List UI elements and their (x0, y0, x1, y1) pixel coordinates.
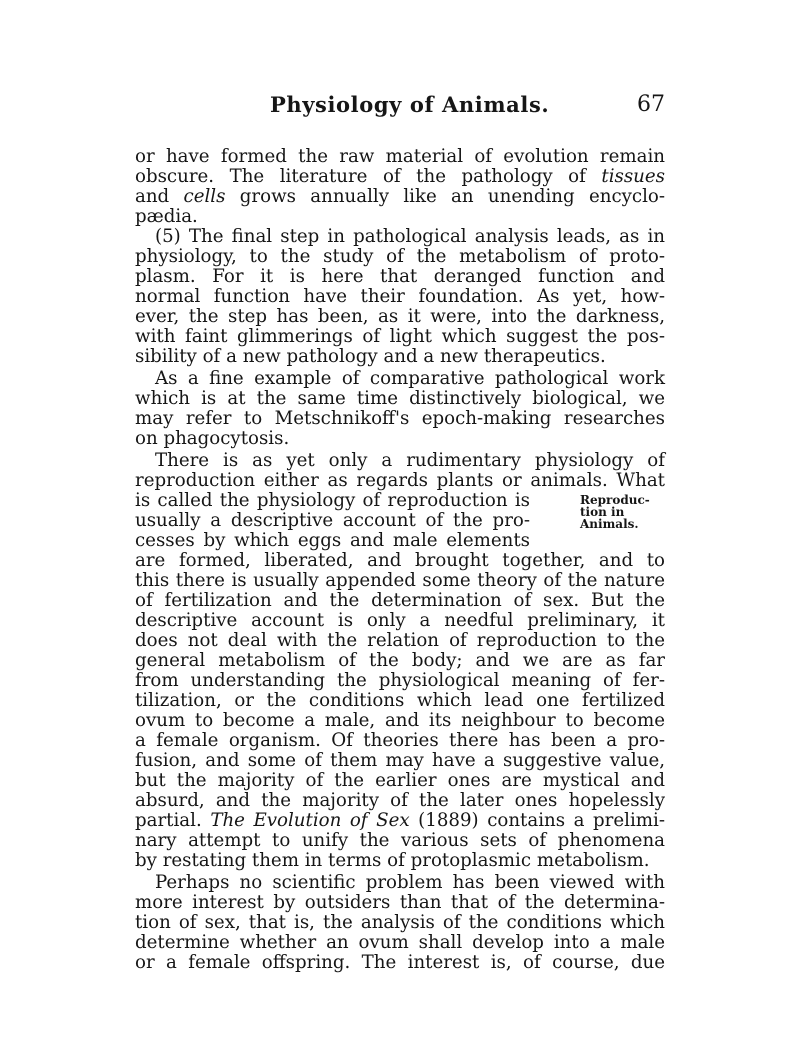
text-line: determine whether an ovum shall develop into a male (135, 932, 665, 953)
text-line: pædia. (135, 206, 198, 227)
italic-term: cells (183, 186, 226, 207)
text-line: There is as yet only a rudimentary physiology of (155, 450, 665, 471)
text-line: does not deal with the relation of reproduction to the (135, 630, 665, 651)
text-line: on phagocytosis. (135, 428, 290, 449)
text-line: with faint glimmerings of light which suggest the pos- (135, 326, 665, 347)
text-line: fusion, and some of them may have a suggestive value, (135, 750, 665, 771)
marginal-note-line: Reproduc- (580, 493, 650, 507)
text-line: general metabolism of the body; and we are as far (135, 650, 665, 671)
text-line: ever, the step has been, as it were, into the darkness, (135, 306, 665, 327)
text-line: plasm. For it is here that deranged function and (135, 266, 665, 287)
text-line: reproduction either as regards plants or animals. What (135, 470, 665, 491)
marginal-note (580, 494, 665, 530)
text-line: but the majority of the earlier ones are mystical and (135, 770, 665, 791)
text-line: which is at the same time distinctively biological, we (135, 388, 665, 409)
text-line: of fertilization and the determination of sex. But the (135, 590, 665, 611)
running-title: Physiology of Animals. (270, 92, 550, 117)
text-line: a female organism. Of theories there has been a pro- (135, 730, 665, 751)
text-line: physiology, to the study of the metabolism of proto- (135, 246, 665, 267)
text-line: are formed, liberated, and brought together, and to (135, 550, 665, 571)
text-line: tilization, or the conditions which lead one fertilized (135, 690, 665, 711)
text-line: partial. The Evolution of Sex (1889) contains a prelimi- (135, 810, 665, 831)
text-line: descriptive account is only a needful preliminary, it (135, 610, 665, 631)
text-line: by restating them in terms of protoplasmic metabolism. (135, 850, 650, 871)
text-line: or have formed the raw material of evolution remain (135, 146, 665, 167)
text-line: more interest by outsiders than that of the determina- (135, 892, 665, 913)
italic-term: tissues (601, 166, 665, 187)
text-line: (5) The final step in pathological analysis leads, as in (155, 226, 665, 247)
text-line: As a fine example of comparative pathological work (155, 368, 665, 389)
text-line: absurd, and the majority of the later ones hopelessly (135, 790, 665, 811)
text-line: this there is usually appended some theory of the nature (135, 570, 665, 591)
text-line: usually a descriptive account of the pro- (135, 510, 530, 531)
text-line: from understanding the physiological meaning of fer- (135, 670, 665, 691)
text-line: and cells grows annually like an unending encyclo- (135, 186, 665, 207)
text-line: normal function have their foundation. As yet, how- (135, 286, 665, 307)
book-title: The Evolution of Sex (210, 810, 410, 831)
text-line: cesses by which eggs and male elements (135, 530, 530, 551)
text-line: may refer to Metschnikoff's epoch-making researches (135, 408, 665, 429)
text-line: or a female offspring. The interest is, of course, due (135, 952, 665, 973)
text-line: tion of sex, that is, the analysis of the conditions which (135, 912, 665, 933)
text-line: sibility of a new pathology and a new therapeutics. (135, 346, 606, 367)
page-number: 67 (637, 92, 665, 117)
text-line: obscure. The literature of the pathology of tissues (135, 166, 665, 187)
text-line: ovum to become a male, and its neighbour to become (135, 710, 665, 731)
text-line: nary attempt to unify the various sets of phenomena (135, 830, 665, 851)
text-line: Perhaps no scientific problem has been viewed with (155, 872, 665, 893)
marginal-note-line: Animals. (580, 517, 639, 531)
text-line: is called the physiology of reproduction is (135, 490, 530, 511)
page-header (135, 92, 665, 122)
marginal-note-line: tion in (580, 505, 625, 519)
